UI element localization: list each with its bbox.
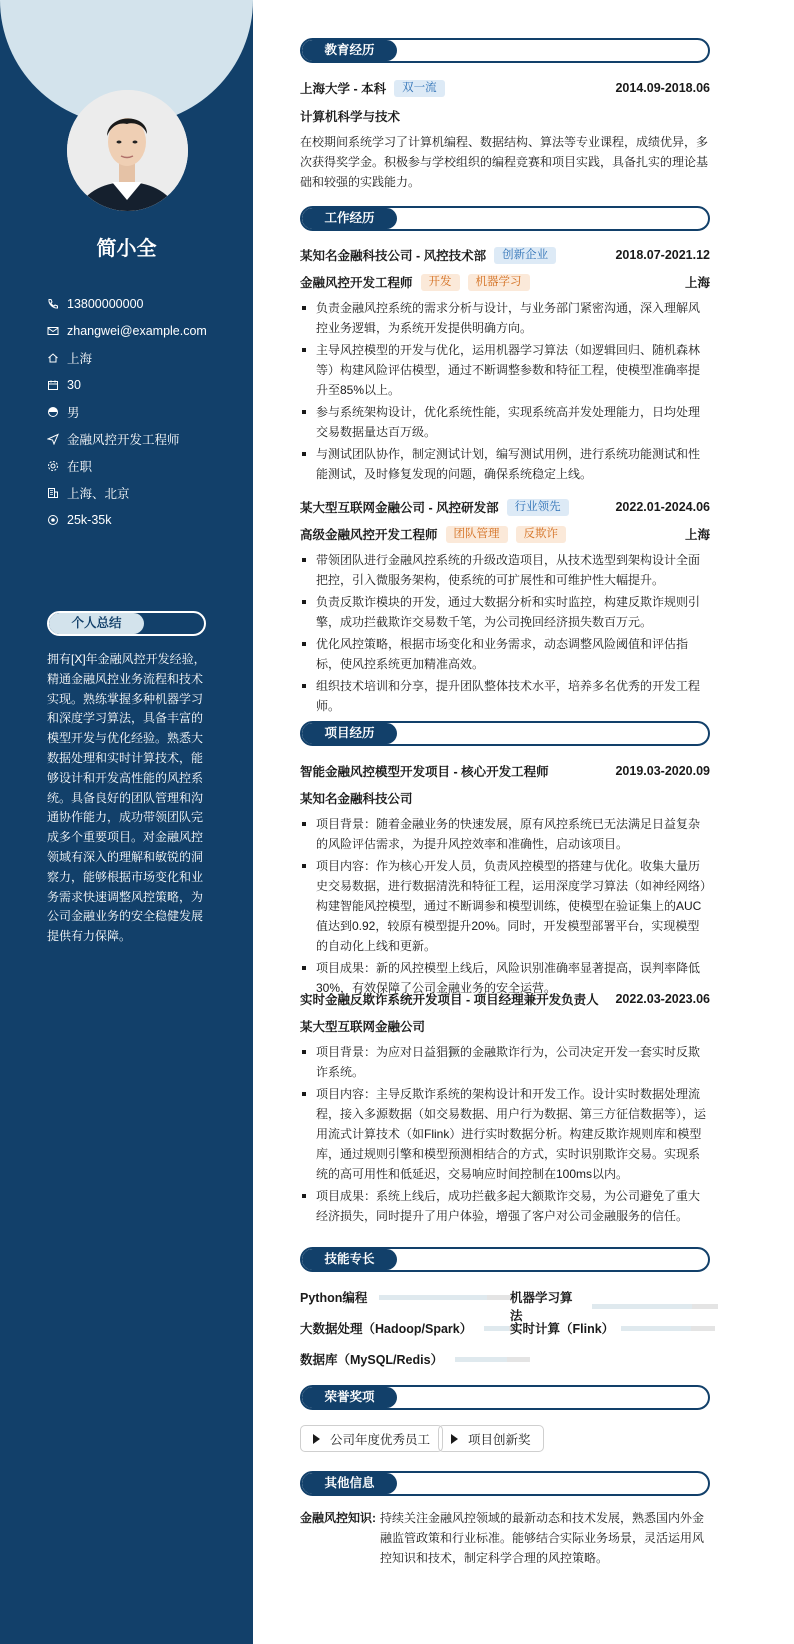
project-company-row <box>300 1017 710 1035</box>
job-bullets <box>300 298 710 486</box>
project-row <box>300 990 710 1008</box>
home-icon <box>47 352 59 364</box>
projects-heading <box>300 721 710 746</box>
summary-title: 个人总结 <box>71 616 122 630</box>
job-city: 上海 <box>684 528 710 542</box>
other-value: 持续关注金融风控领域的最新动态和技术发展，熟悉国内外金融监管政策和行业标准。能够结合实际业务场景，灵活运用风控知识和技术，制定科学合理的风控策略。 <box>380 1511 705 1565</box>
list-item: 优化风控策略，根据市场变化和业务需求，动态调整风险阈值和评估指标，使风控系统更加精准高效。 <box>300 634 710 674</box>
list-item: 与测试团队协作，制定测试计划，编写测试用例，进行系统功能测试和性能测试，及时修复发现的问题，确保系统稳定上线。 <box>300 444 710 484</box>
job-role: 高级金融风控开发工程师 <box>300 528 438 542</box>
phone-icon <box>47 298 59 310</box>
job-company: 某知名金融科技公司 - 风控技术部 <box>300 249 487 263</box>
work-heading <box>300 206 710 231</box>
job-city: 上海 <box>684 276 710 290</box>
project-row <box>300 762 710 780</box>
award-name: 项目创新奖 <box>468 1432 531 1447</box>
info-email <box>47 317 247 344</box>
skill-bar <box>379 1295 514 1300</box>
summary-heading <box>47 611 206 636</box>
job-period: 2022.01-2024.06 <box>615 500 710 514</box>
job-role-tag: 反欺诈 <box>516 526 567 543</box>
job-role-row <box>300 525 710 543</box>
education-title: 教育经历 <box>324 43 375 57</box>
info-position <box>47 425 247 452</box>
education-period: 2014.09-2018.06 <box>615 81 710 95</box>
calendar-icon <box>47 379 59 391</box>
other-row <box>300 1508 710 1568</box>
play-icon <box>451 1434 458 1444</box>
contact-info <box>47 290 247 533</box>
education-heading <box>300 38 710 63</box>
education-desc: 在校期间系统学习了计算机编程、数据结构、算法等专业课程，成绩优异，多次获得奖学金。积极参与学校组织的编程竞赛和项目实践，具备扎实的理论基础和较强的实践能力。 <box>300 135 709 189</box>
send-icon <box>47 433 59 445</box>
project-company: 某知名金融科技公司 <box>300 792 413 806</box>
skill-name: 实时计算（Flink） <box>510 1322 615 1336</box>
project-company: 某大型互联网金融公司 <box>300 1020 426 1034</box>
status-text: 在职 <box>67 459 93 474</box>
info-status <box>47 452 247 479</box>
education-row <box>300 79 710 97</box>
list-item: 项目成果：系统上线后，成功拦截多起大额欺诈交易，为公司避免了重大经济损失，同时提升了用户体验，增强了客户对公司金融服务的信任。 <box>300 1186 710 1226</box>
locations-text: 上海、北京 <box>67 486 130 501</box>
award-item <box>300 1425 443 1452</box>
job-bullets <box>300 550 710 718</box>
gender-icon <box>47 406 59 418</box>
job-period: 2018.07-2021.12 <box>615 248 710 262</box>
salary-text: 25k-35k <box>67 512 112 527</box>
email-text: zhangwei@example.com <box>67 323 207 338</box>
project-company-row <box>300 789 710 807</box>
coin-icon <box>47 514 59 526</box>
job-role-tag: 机器学习 <box>468 274 530 291</box>
skill-item <box>510 1319 710 1337</box>
list-item: 参与系统架构设计，优化系统性能，实现系统高并发处理能力，日均处理交易数据量达百万级。 <box>300 402 710 442</box>
job-company: 某大型互联网金融公司 - 风控研发部 <box>300 501 499 515</box>
city-text: 上海 <box>67 351 93 366</box>
skill-item <box>300 1350 530 1368</box>
list-item: 带领团队进行金融风控系统的升级改造项目，从技术选型到架构设计全面把控，引入微服务架构，使系统的可扩展性和可维护性大幅提升。 <box>300 550 710 590</box>
awards-heading <box>300 1385 710 1410</box>
skill-bar <box>455 1357 530 1362</box>
list-item: 项目背景：为应对日益猖獗的金融欺诈行为，公司决定开发一套实时反欺诈系统。 <box>300 1042 710 1082</box>
candidate-name: 简小全 <box>96 238 157 260</box>
school-name: 上海大学 - 本科 <box>300 82 387 96</box>
list-item: 项目背景：随着金融业务的快速发展，原有风控系统已无法满足日益复杂的风险评估需求，为提升风控效率和准确性，启动该项目。 <box>300 814 710 854</box>
gender-text: 男 <box>67 405 80 420</box>
info-city <box>47 344 247 371</box>
info-age <box>47 371 247 398</box>
project-name: 智能金融风控模型开发项目 - 核心开发工程师 <box>300 765 549 779</box>
sidebar <box>0 0 253 1644</box>
skills-heading <box>300 1247 710 1272</box>
play-icon <box>313 1434 320 1444</box>
skill-name: 大数据处理（Hadoop/Spark） <box>300 1322 473 1336</box>
summary-text: 拥有[X]年金融风控开发经验，精通金融风控业务流程和技术实现。熟练掌握多种机器学习和深度学习算法，具备丰富的模型开发与优化经验。熟悉大数据处理和实时计算技术，能够设计和开发高性能的风控系统。具备良好的团队管理和沟通协作能力，成功带领团队完成多个重要项目。对金融风控领域有深入的理解和敏锐的洞察力，能够根据市场变化和业务需求快速调整风控策略，为公司金融业务的安全稳健发展提供有力保障。 <box>47 652 206 944</box>
project-name: 实时金融反欺诈系统开发项目 - 项目经理兼开发负责人 <box>300 993 599 1007</box>
major-row <box>300 107 710 125</box>
job-company-tag: 行业领先 <box>507 499 569 516</box>
building-icon <box>47 487 59 499</box>
job-role-tag: 开发 <box>421 274 460 291</box>
project-period: 2019.03-2020.09 <box>615 764 710 778</box>
other-heading <box>300 1471 710 1496</box>
info-phone <box>47 290 247 317</box>
list-item: 项目内容：主导反欺诈系统的架构设计和开发工作。设计实时数据处理流程，接入多源数据（如交易数据、用户行为数据、第三方征信数据等），运用流式计算技术（如Flink）进行实时数据分析。构建反欺诈规则库和模型库，通过规则引擎和模型预测相结合的方式，实时识别欺诈交易。实现系统的高可用性和低延迟，交易响应时间控制在100ms以内。 <box>300 1084 710 1184</box>
project-bullets <box>300 1042 710 1228</box>
mail-icon <box>47 325 59 337</box>
project-period: 2022.03-2023.06 <box>615 992 710 1006</box>
phone-text: 13800000000 <box>67 296 144 311</box>
projects-title: 项目经历 <box>324 726 375 740</box>
skill-bar <box>621 1326 710 1331</box>
list-item: 负责反欺诈模块的开发，通过大数据分析和实时监控，构建反欺诈规则引擎，成功拦截欺诈交易数千笔，为公司挽回经济损失数百万元。 <box>300 592 710 632</box>
list-item: 项目内容：作为核心开发人员，负责风控模型的搭建与优化。收集大量历史交易数据，进行数据清洗和特征工程，运用深度学习算法（如神经网络）构建智能风控模型，通过不断调参和模型训练，使模型在验证集上的AUC值达到0.92，较原有模型提升20%。同时，开发模型部署平台，实现模型的自动化上线和更新。 <box>300 856 710 956</box>
job-company-tag: 创新企业 <box>494 247 556 264</box>
list-item: 负责金融风控系统的需求分析与设计，与业务部门紧密沟通，深入理解风控业务逻辑，为系统开发提供明确方向。 <box>300 298 710 338</box>
job-role: 金融风控开发工程师 <box>300 276 413 290</box>
info-salary <box>47 506 247 533</box>
major: 计算机科学与技术 <box>300 110 401 124</box>
skill-item <box>300 1319 517 1337</box>
list-item: 组织技术培训和分享，提升团队整体技术水平，培养多名优秀的开发工程师。 <box>300 676 710 716</box>
job-company-row <box>300 498 710 516</box>
skill-name: 数据库（MySQL/Redis） <box>300 1353 444 1367</box>
other-key: 金融风控知识: <box>300 1511 376 1525</box>
job-role-row <box>300 273 710 291</box>
skill-name: Python编程 <box>300 1291 368 1305</box>
award-item <box>438 1425 544 1452</box>
age-text: 30 <box>67 377 81 392</box>
status-icon <box>47 460 59 472</box>
project-bullets <box>300 814 710 1000</box>
award-name: 公司年度优秀员工 <box>330 1432 431 1447</box>
info-gender <box>47 398 247 425</box>
skill-item <box>300 1288 514 1306</box>
skill-bar <box>592 1304 710 1309</box>
job-role-tag: 团队管理 <box>446 526 508 543</box>
awards-title: 荣誉奖项 <box>324 1390 375 1404</box>
skills-title: 技能专长 <box>324 1252 375 1266</box>
list-item: 主导风控模型的开发与优化，运用机器学习算法（如逻辑回归、随机森林等）构建风险评估模型，通过不断调整参数和特征工程，使模型准确率提升至85%以上。 <box>300 340 710 400</box>
work-title: 工作经历 <box>324 211 375 225</box>
job-company-row <box>300 246 710 264</box>
position-text: 金融风控开发工程师 <box>67 432 180 447</box>
list-item: 项目成果：新的风控模型上线后，风险识别准确率显著提高，误判率降低30%，有效保障了公司金融业务的安全运营。 <box>300 958 710 998</box>
info-locations <box>47 479 247 506</box>
avatar <box>67 90 188 211</box>
other-title: 其他信息 <box>324 1476 375 1490</box>
skill-name: 机器学习算法 <box>510 1291 573 1323</box>
school-tag: 双一流 <box>394 80 445 97</box>
